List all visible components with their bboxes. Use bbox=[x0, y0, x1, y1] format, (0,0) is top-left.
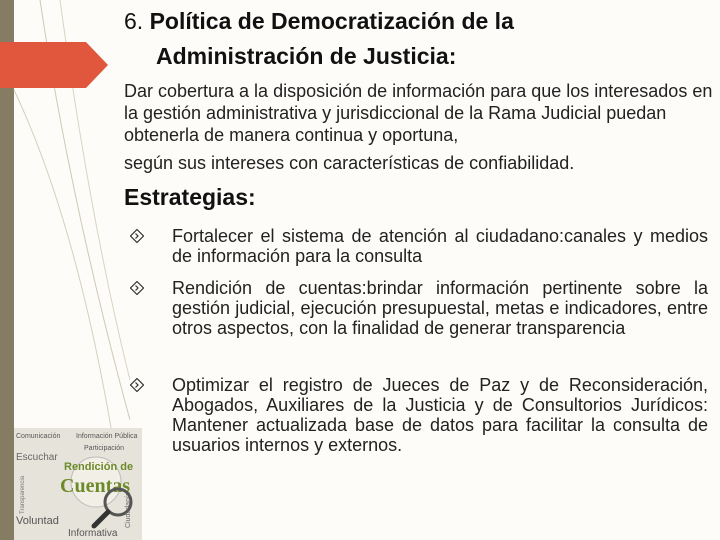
slide-title bbox=[124, 4, 704, 74]
logo-cloud-word: Ciudadanía bbox=[125, 492, 132, 528]
logo-cloud-word: Escuchar bbox=[16, 452, 58, 463]
strategy-text: Fortalecer el sistema de atención al ciudadano:canales y medios de información para la consulta bbox=[172, 226, 708, 266]
rendicion-de-cuentas-logo bbox=[14, 428, 142, 540]
logo-cloud-word: Transparencia bbox=[20, 475, 26, 514]
logo-word-1: Rendición de bbox=[64, 461, 134, 473]
logo-cloud-word: Informativa bbox=[68, 528, 118, 539]
strategy-text: Rendición de cuentas:brindar información pertinente sobre la gestión judicial, ejecución presupuestal, metas e indicadores, entre otros aspectos, con la finalidad de generar transparencia bbox=[172, 278, 708, 338]
intro-paragraph bbox=[124, 80, 714, 174]
title-line-1: Política de Democratización de la bbox=[149, 8, 514, 34]
title-accent-shape bbox=[0, 42, 108, 88]
strategies-heading: Estrategias: bbox=[124, 184, 256, 210]
diamond-arrow-icon bbox=[130, 229, 144, 243]
logo-cloud-word: Voluntad bbox=[16, 515, 59, 527]
strategy-text: Optimizar el registro de Jueces de Paz y de Reconsideración, Abogados, Auxiliares de la Justicia y de Consultorios Jurídicos: Mantener actualizada base de datos para facilitar la consulta de usuarios internos y externos. bbox=[172, 375, 708, 455]
title-line-2: Administración de Justicia: bbox=[156, 43, 457, 69]
logo-cloud-word: Información Pública bbox=[76, 433, 138, 440]
diamond-arrow-icon bbox=[130, 378, 144, 392]
intro-text: Dar cobertura a la disposición de información para que los interesados en la gestión administrativa y jurisdiccional de la Rama Judicial puedan obtenerla de manera continua y oportuna, bbox=[124, 81, 713, 145]
diamond-arrow-icon bbox=[130, 281, 144, 295]
logo-word-2: Cuentas bbox=[60, 475, 131, 497]
title-number: 6. bbox=[124, 8, 144, 34]
logo-cloud-word: Comunicación bbox=[16, 433, 61, 440]
intro-last-line: según sus intereses con características de confiabilidad. bbox=[124, 153, 575, 173]
logo-cloud-word: Participación bbox=[84, 445, 125, 452]
logo-graphic bbox=[14, 428, 142, 540]
